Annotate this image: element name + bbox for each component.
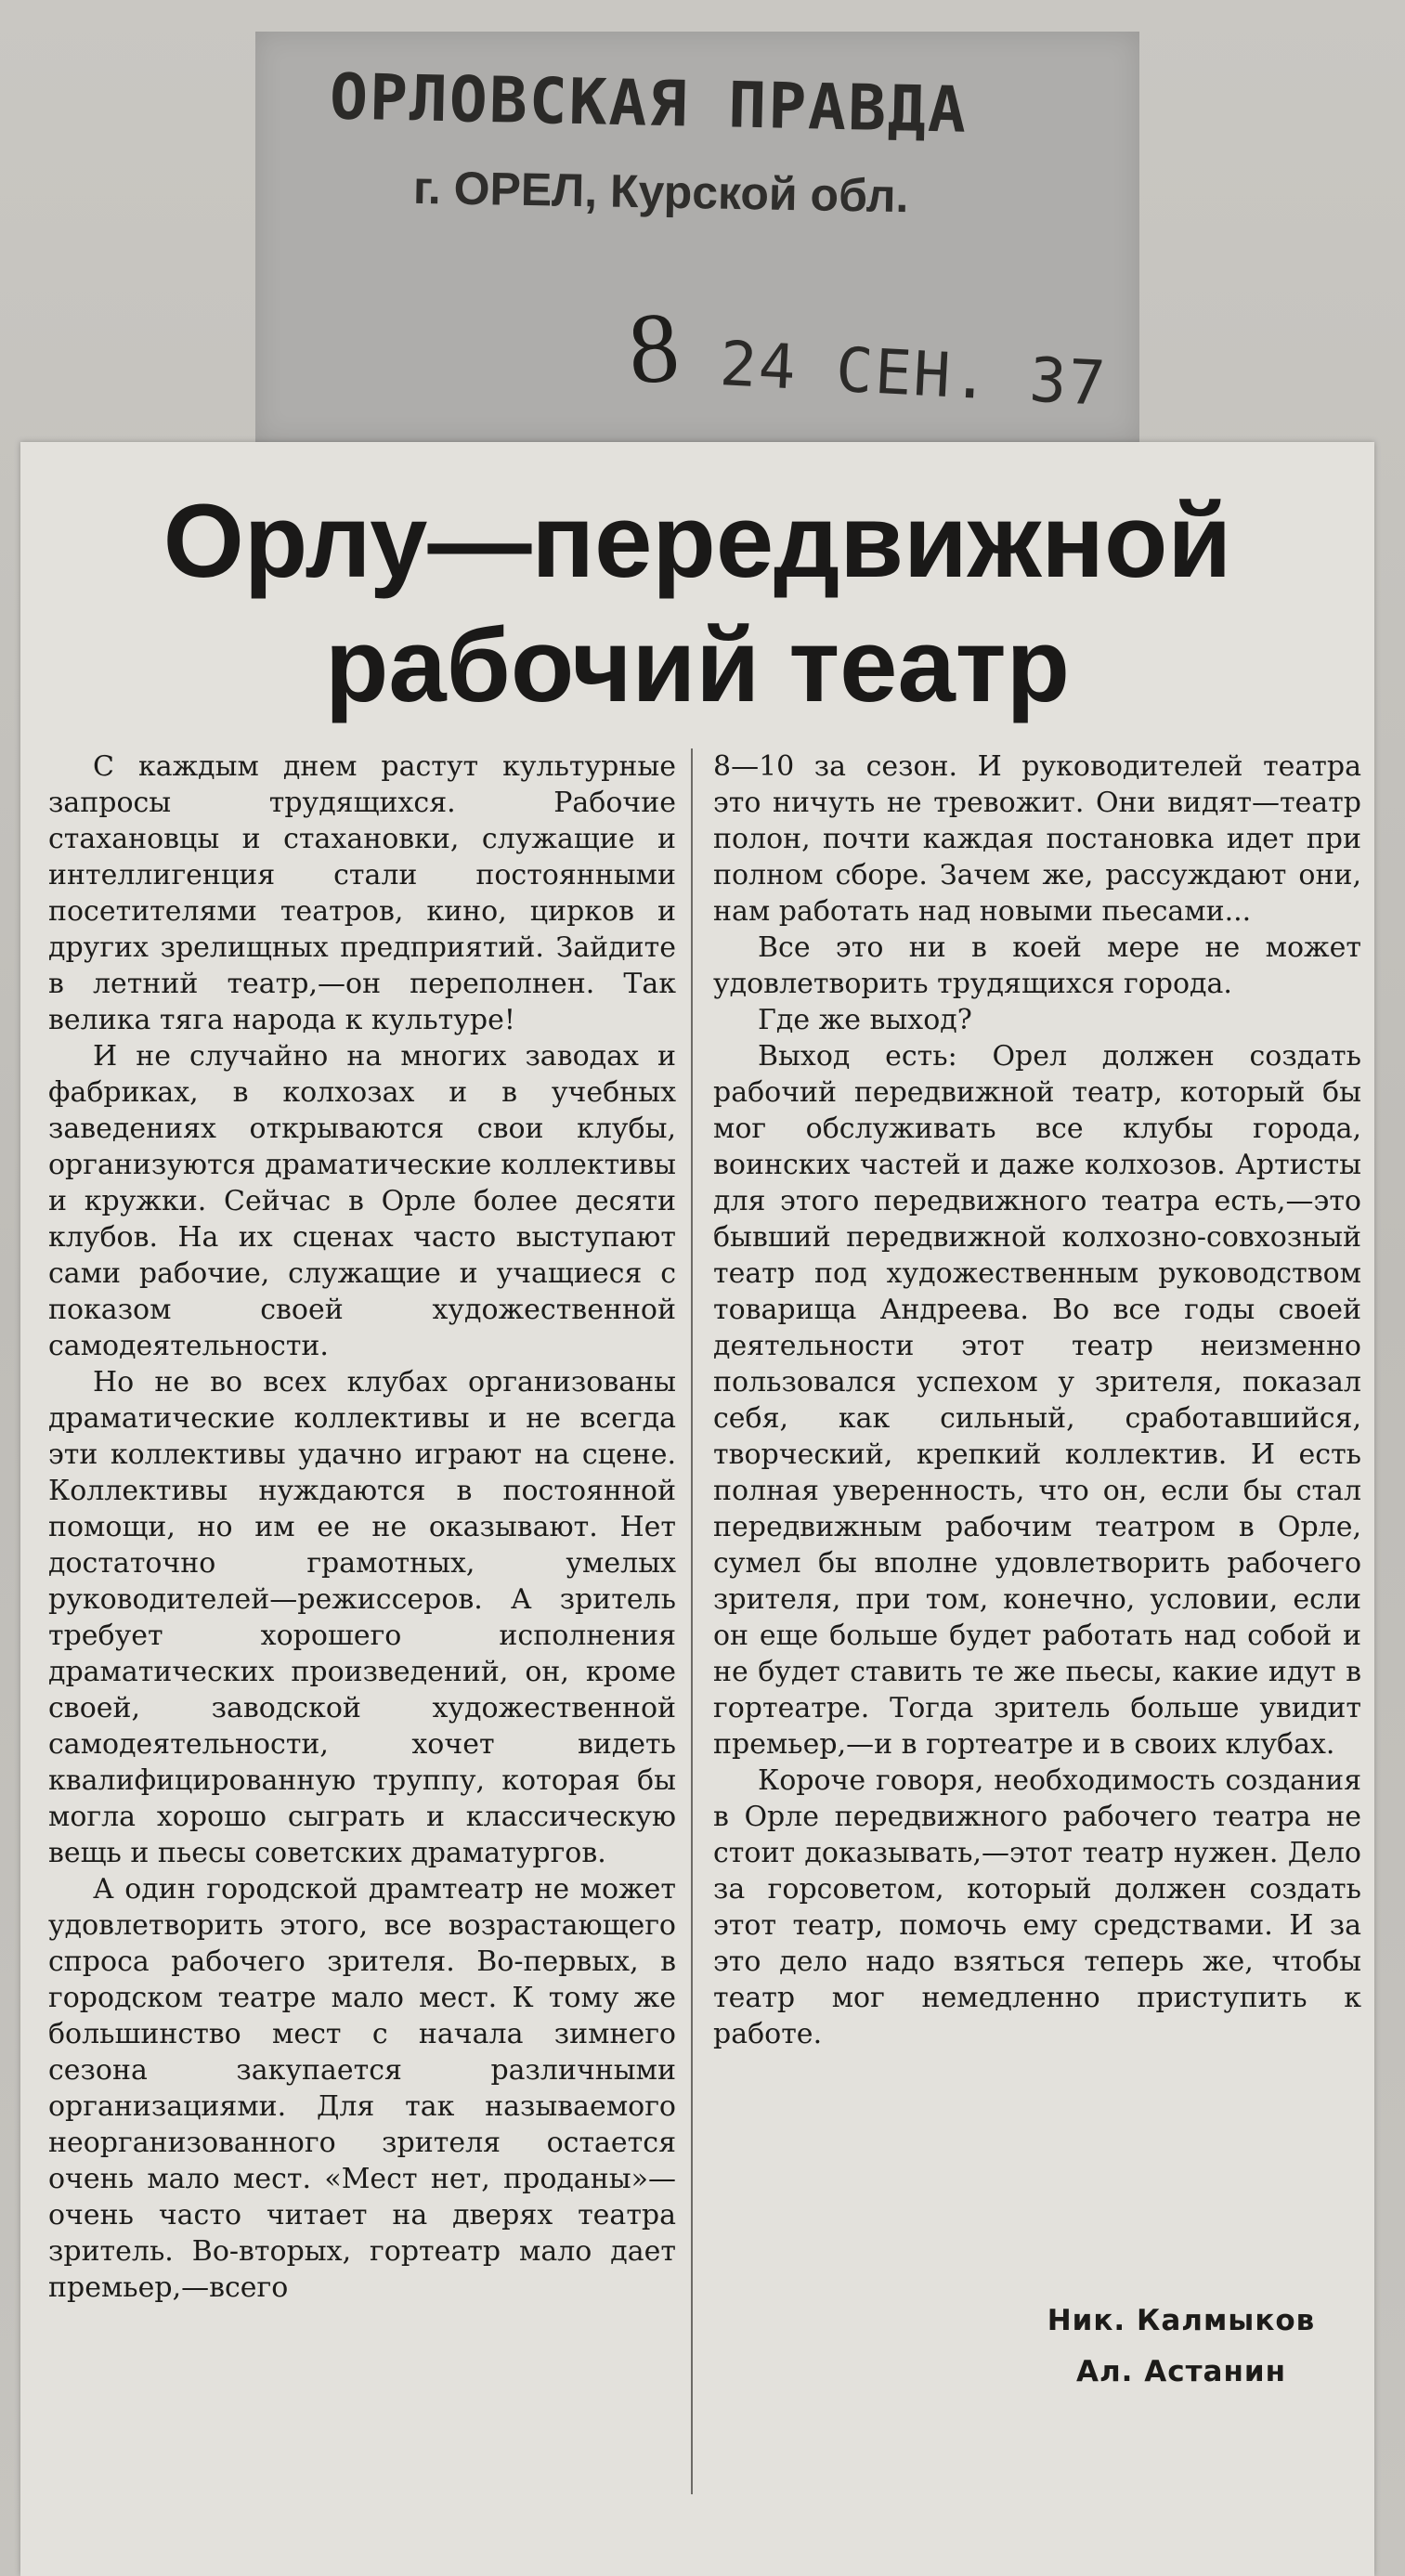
stamp-date: 24 СЕН. 37 [718,328,1110,420]
paragraph: А один городской драмтеатр не может удовлетворить этого, все возрастающего спроса рабочего зрителя. Во-первых, в городском театре мало мест. К тому же большинство мест с начала зимнего сезона закупается различными организациями. Для так называемого неорганизованного зрителя остается очень мало мест. «Мест нет, проданы»—очень часто читает на дверях театра зритель. Во-вторых, гортеатр мало дает премьер,—всего [48,1873,676,2304]
paragraph: И не случайно на многих заводах и фабриках, в колхозах и в учебных заведениях открываются свои клубы, организуются драматические коллективы и кружки. Сейчас в Орле более десяти клубов. На их сценах часто выступают сами рабочие, служащие и учащиеся с показом своей художественной самодеятельности. [48,1040,676,1362]
article-headline [20,479,1374,728]
article-left-column [48,748,676,2306]
paragraph: Но не во всех клубах организованы драматические коллективы и не всегда эти коллективы удачно играют на сцене. Коллективы нуждаются в постоянной помощи, но им ее не оказывают. Нет достаточно грамотных, умелых руководителей—режиссеров. А зритель требует хорошего исполнения драматических произведений, он, кроме своей, заводской художественной самодеятельности, хочет видеть квалифицированную труппу, которая бы могла хорошо сыграть и классическую вещь и пьесы советских драматургов. [48,1366,676,1869]
headline-line-1: Орлу—передвижной [163,483,1232,599]
author-signature-2: Ал. Астанин [1075,2355,1287,2388]
stamp-city: г. ОРЕЛ, Курской обл. [412,161,909,223]
paragraph: Короче говоря, необходимость создания в Орле передвижного рабочего театра не стоит доказывать,—этот театр нужен. Дело за горсоветом, который должен создать этот театр, помочь ему средствами. И за это дело надо взяться теперь же, чтобы театр мог немедленно приступить к работе. [713,1764,1361,2050]
newspaper-stamp [255,32,1139,442]
paragraph: Все это ни в коей мере не может удовлетворить трудящихся города. [713,931,1361,1000]
stamp-issue-number: 8 [624,292,683,406]
paragraph: Выход есть: Орел должен создать рабочий передвижной театр, который бы мог обслуживать все клубы города, воинских частей и даже колхозов. Артисты для этого передвижного театра есть,—это бывший передвижной колхозно-совхозный театр под художественным руководством товарища Андреева. Во все годы своей деятельности этот театр неизменно пользовался успехом у зрителя, показал себя, как сильный, сработавшийся, творческий, крепкий коллектив. И есть полная уверенность, что он, если бы стал передвижным рабочим театром в Орле, сумел бы вполне удовлетворить рабочего зрителя, при том, конечно, условии, если он еще больше будет работать над собой и не будет ставить те же пьесы, какие идут в гортеатре. Тогда зритель больше увидит премьер,—и в гортеатре и в своих клубах. [713,1040,1361,1761]
article-right-column [713,748,1361,2052]
column-divider [691,748,693,2494]
headline-line-2: рабочий театр [324,607,1071,723]
paragraph: 8—10 за сезон. И руководителей театра это ничуть не тревожит. Они видят—театр полон, почти каждая постановка идет при полном сборе. Зачем же, рассуждают они, нам работать над новыми пьесами... [713,750,1361,928]
paragraph: С каждым днем растут культурные запросы трудящихся. Рабочие стахановцы и стахановки, служащие и интеллигенция стали постоянными посетителями театров, кино, цирков и других зрелищных предприятий. Зайдите в летний театр,—он переполнен. Так велика тяга народа к культуре! [48,750,676,1036]
paragraph: Где же выход? [758,1004,972,1036]
article-clipping [20,442,1374,2576]
stamp-newspaper-name: ОРЛОВСКАЯ ПРАВДА [329,60,969,148]
author-signature-1: Ник. Калмыков [1047,2304,1316,2337]
